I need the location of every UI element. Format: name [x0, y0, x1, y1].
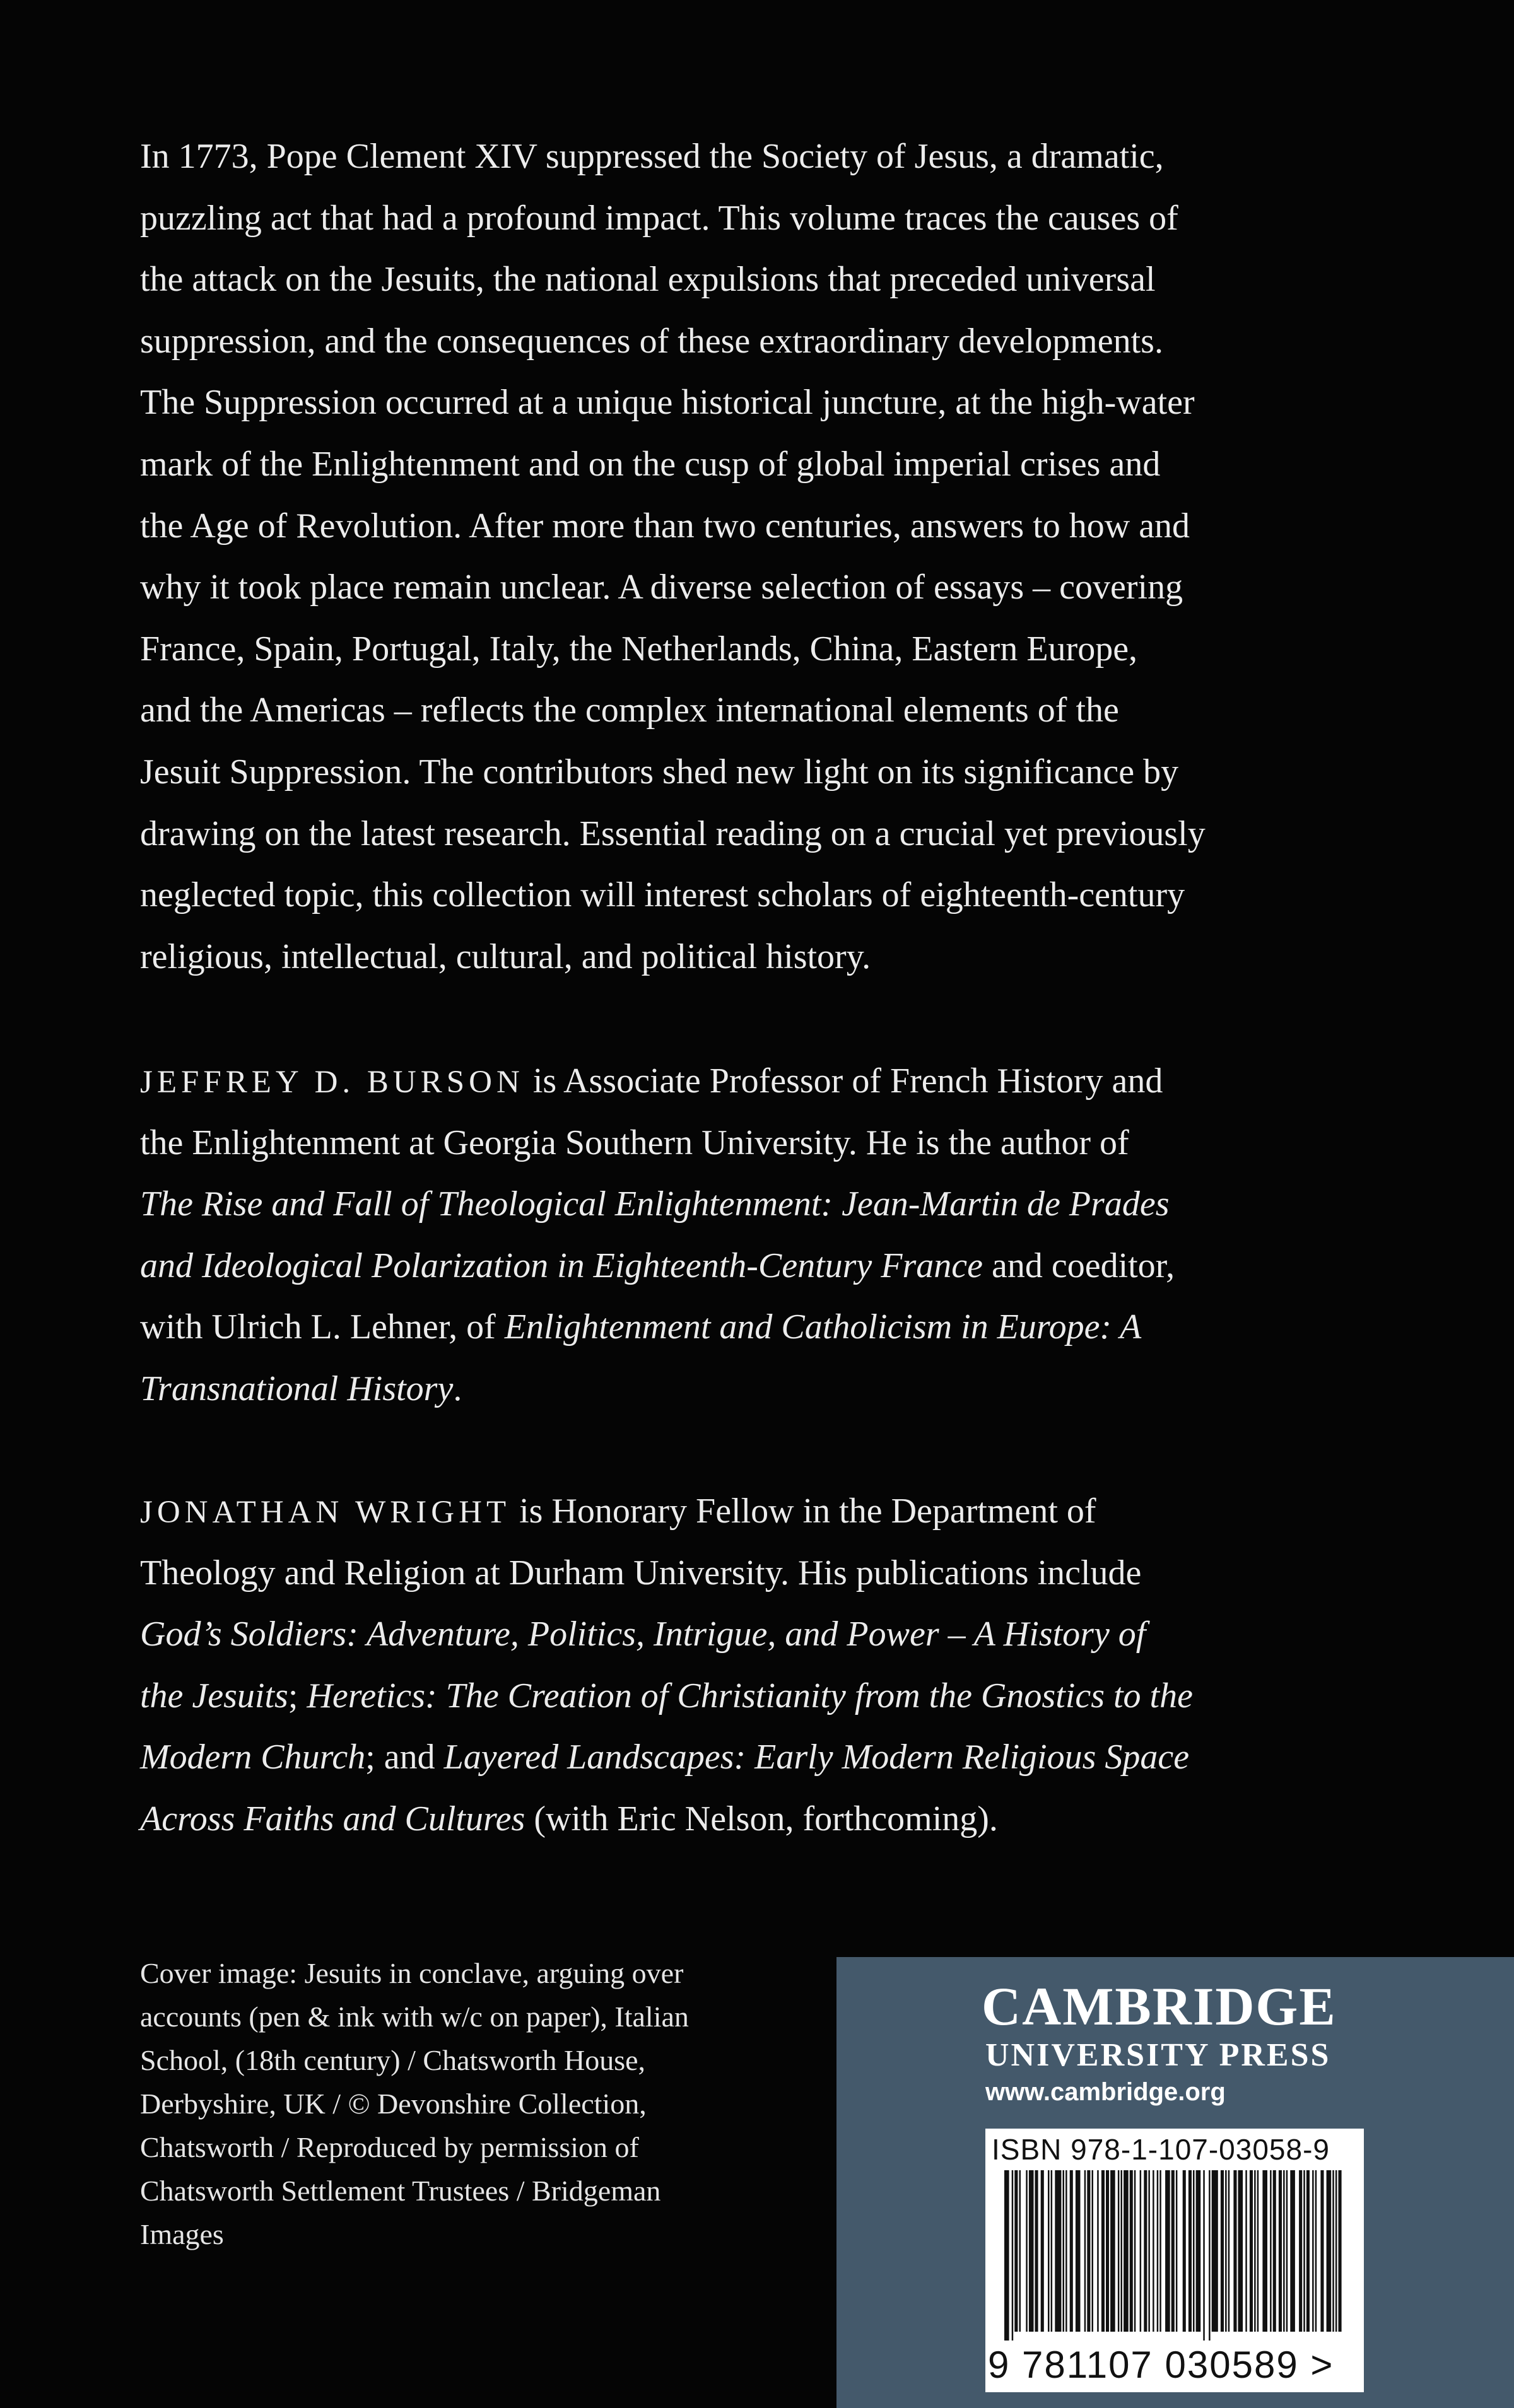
barcode-bar [1140, 2170, 1142, 2332]
barcode-bar [1148, 2170, 1150, 2332]
isbn-barcode-block [985, 2129, 1364, 2392]
barcode-bar [1130, 2170, 1133, 2332]
bio-line [140, 1789, 1339, 1850]
barcode-bar [1029, 2170, 1034, 2332]
editor-name: JONATHAN WRIGHT [140, 1495, 511, 1530]
blurb-line: drawing on the latest research. Essential reading on a crucial yet previously [140, 814, 1206, 853]
barcode-bar [1228, 2170, 1230, 2332]
editor-name: JEFFREY D. BURSON [140, 1065, 524, 1100]
credit-line: Derbyshire, UK / © Devonshire Collection, [140, 2088, 647, 2120]
barcode-bar [1065, 2170, 1067, 2332]
publisher-logo-name: CAMBRIDGE [982, 1976, 1337, 2037]
barcode-bar [1124, 2170, 1129, 2332]
barcode-bar [1193, 2170, 1195, 2332]
bio-line [140, 1297, 1339, 1359]
barcode-bar [1041, 2170, 1044, 2332]
barcode-bar [1087, 2170, 1090, 2332]
bio-line [140, 1359, 1339, 1420]
publisher-website: www.cambridge.org [985, 2078, 1226, 2106]
book-title: The Rise and Fall of Theological Enlightenment: Jean-Martin de Prades [140, 1184, 1170, 1224]
barcode-bar [1270, 2170, 1272, 2332]
blurb-line: religious, intellectual, cultural, and political history. [140, 937, 871, 976]
barcode-bar [1176, 2170, 1178, 2332]
bio-text: and coeditor, [983, 1246, 1175, 1285]
barcode-bar [1026, 2170, 1028, 2332]
blurb-line: The Suppression occurred at a unique historical juncture, at the high-water [140, 383, 1195, 423]
barcode-bar [1101, 2170, 1105, 2332]
barcode-bar [1171, 2170, 1175, 2332]
barcode-bar [1286, 2170, 1288, 2332]
bio-text: is Associate Professor of French History and [524, 1061, 1163, 1101]
barcode-bar [1183, 2170, 1186, 2332]
barcode-bar [1004, 2170, 1009, 2341]
book-title: Layered Landscapes: Early Modern Religious Space [443, 1738, 1190, 1777]
bio-line [140, 1666, 1339, 1727]
bio-line [140, 1236, 1339, 1297]
barcode-bar [1063, 2170, 1065, 2332]
credit-line: Chatsworth / Reproduced by permission of [140, 2131, 639, 2163]
barcode-bar [1225, 2170, 1227, 2332]
barcode-bar [1203, 2170, 1205, 2341]
barcode-bar [1315, 2170, 1317, 2332]
barcode-bar [1157, 2170, 1159, 2332]
editor-bio-burson [140, 1051, 1339, 1420]
barcode-bar [1312, 2170, 1314, 2332]
blurb-line: suppression, and the consequences of these extraordinary developments. [140, 321, 1163, 361]
barcode-bar [1012, 2170, 1014, 2341]
barcode-bar [1283, 2170, 1285, 2332]
blurb-line: the attack on the Jesuits, the national expulsions that preceded universal [140, 260, 1156, 300]
barcode-bar [1250, 2170, 1253, 2332]
blurb-line: puzzling act that had a profound impact. This volume traces the causes of [140, 198, 1178, 238]
barcode-bar [1035, 2170, 1038, 2332]
barcode-bar [1299, 2170, 1302, 2332]
barcode-bar [1188, 2170, 1192, 2332]
book-title: and Ideological Polarization in Eighteenth-Century France [140, 1246, 983, 1285]
barcode-bar [1153, 2170, 1154, 2332]
book-title: Modern Church [140, 1738, 366, 1777]
credit-line: accounts (pen & ink with w/c on paper), Italian [140, 2001, 689, 2033]
book-title: Heretics: The Creation of Christianity from the Gnostics to the [307, 1676, 1193, 1715]
barcode-bar [1144, 2170, 1147, 2332]
bio-line [140, 1051, 1339, 1113]
barcode-bar [1339, 2170, 1342, 2332]
barcode-bar [1051, 2170, 1053, 2332]
bio-line: the Enlightenment at Georgia Southern University. He is the author of [140, 1123, 1129, 1162]
barcode-bar [1055, 2170, 1061, 2332]
barcode-bar [1097, 2170, 1099, 2332]
book-title: Transnational History [140, 1369, 454, 1408]
bio-line [140, 1727, 1339, 1789]
book-title: God’s Soldiers: Adventure, Politics, Intrigue, and Power – A History of [140, 1615, 1146, 1654]
publisher-panel [836, 1957, 1514, 2408]
barcode-digits: 9 781107 030589 > [988, 2344, 1334, 2386]
barcode-bar [1118, 2170, 1120, 2332]
barcode-bar [1121, 2170, 1123, 2332]
barcode-bar [1196, 2170, 1201, 2332]
barcode-icon [1004, 2170, 1345, 2341]
barcode-bar [1273, 2170, 1276, 2332]
blurb-line: the Age of Revolution. After more than two centuries, answers to how and [140, 506, 1190, 546]
barcode-bar [1335, 2170, 1337, 2332]
blurb-line: neglected topic, this collection will interest scholars of eighteenth-century [140, 875, 1185, 915]
barcode-bar [1320, 2170, 1323, 2332]
barcode-bar [1084, 2170, 1086, 2332]
bio-text: ; [288, 1676, 307, 1715]
editor-bio-wright [140, 1481, 1339, 1850]
book-title: the Jesuits [140, 1676, 288, 1715]
blurb-line: France, Spain, Portugal, Italy, the Netherlands, China, Eastern Europe, [140, 629, 1138, 669]
barcode-bar [1209, 2170, 1211, 2341]
credit-line: Images [140, 2218, 224, 2250]
barcode-bar [1332, 2170, 1334, 2332]
barcode-bar [1221, 2170, 1224, 2332]
barcode-bar [1110, 2170, 1115, 2332]
description-blurb [140, 126, 1351, 988]
bio-text: with Ulrich L. Lehner, of [140, 1307, 505, 1347]
blurb-line: why it took place remain unclear. A diverse selection of essays – covering [140, 568, 1183, 607]
barcode-bar [1212, 2170, 1218, 2332]
barcode-bar [1076, 2170, 1081, 2332]
barcode-bar [1245, 2170, 1247, 2332]
barcode-bar [1306, 2170, 1310, 2332]
bio-text: is Honorary Fellow in the Department of [510, 1492, 1096, 1531]
bio-line: Theology and Religion at Durham University. His publications include [140, 1553, 1142, 1593]
isbn-label: ISBN 978-1-107-03058-9 [992, 2133, 1330, 2166]
barcode-bar [1303, 2170, 1305, 2332]
barcode-bar [1048, 2170, 1050, 2332]
barcode-bar [1019, 2170, 1021, 2332]
book-title: Enlightenment and Catholicism in Europe: A [504, 1307, 1142, 1347]
bio-text: . [453, 1369, 462, 1408]
credit-line: Chatsworth Settlement Trustees / Bridgeman [140, 2175, 661, 2207]
blurb-line: mark of the Enlightenment and on the cusp of global imperial crises and [140, 444, 1161, 484]
barcode-bar [1279, 2170, 1282, 2332]
blurb-line: In 1773, Pope Clement XIV suppressed the Society of Jesus, a dramatic, [140, 137, 1164, 176]
credit-line: School, (18th century) / Chatsworth House, [140, 2044, 646, 2076]
barcode-bar [1070, 2170, 1073, 2332]
credit-line: Cover image: Jesuits in conclave, arguing over [140, 1957, 684, 1989]
barcode-bar [1134, 2170, 1136, 2332]
barcode-bar [1092, 2170, 1094, 2332]
barcode-bar [1262, 2170, 1267, 2332]
book-title: Across Faiths and Cultures [140, 1799, 525, 1838]
barcode-bar [1254, 2170, 1256, 2332]
barcode-bar [1106, 2170, 1109, 2332]
bio-text: (with Eric Nelson, forthcoming). [525, 1799, 998, 1838]
blurb-line: and the Americas – reflects the complex international elements of the [140, 691, 1119, 730]
barcode-bar [1257, 2170, 1259, 2332]
barcode-bar [1327, 2170, 1332, 2332]
bio-text: ; and [365, 1738, 444, 1777]
publisher-logo-subtitle: UNIVERSITY PRESS [985, 2037, 1331, 2073]
barcode-bar [1238, 2170, 1243, 2332]
barcode-bar [1165, 2170, 1170, 2332]
barcode-bar [1290, 2170, 1295, 2332]
barcode-bar [1014, 2170, 1018, 2332]
barcode-bar [1233, 2170, 1236, 2332]
barcode-bar [1159, 2170, 1161, 2332]
blurb-line: Jesuit Suppression. The contributors shed new light on its significance by [140, 752, 1179, 792]
bio-line [140, 1481, 1339, 1543]
cover-image-credit [140, 1951, 809, 2256]
